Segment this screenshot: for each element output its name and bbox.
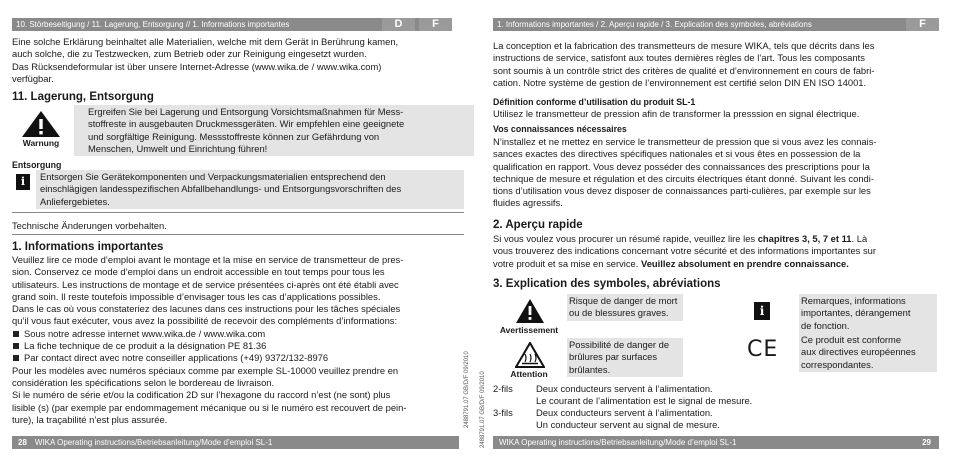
text-line: correspondantes. [801, 358, 874, 370]
section-3-title: 3. Explication des symboles, abréviations [493, 278, 721, 290]
text-line: ou de blessures graves. [569, 307, 669, 319]
text-line: ture), la traçabilité n’est plus assurée. [12, 413, 168, 425]
knowledge-title: Vos connaissances nécessaires [493, 124, 627, 134]
text-line: Ce produit est conforme [801, 334, 902, 345]
info-icon: i [16, 174, 30, 190]
text-span: . Là [851, 233, 868, 244]
page-number: 29 [922, 438, 931, 447]
wire-label-2: 2-fils [493, 383, 513, 394]
text-line: utilisateurs. Les instructions de montage et de service présentées ci-après ont été établi avec [12, 278, 399, 290]
text-line: Anliefergebietes. [40, 195, 110, 207]
section-2-title: 2. Aperçu rapide [493, 219, 583, 231]
right-footer-bar [493, 436, 939, 449]
text-line: qu’il vous faut exécuter, vous avez la possibilité de recevoir des compléments d’informations: [12, 315, 398, 327]
ce-text-box [799, 333, 937, 372]
left-footer-bar [12, 436, 459, 449]
section-1-title: 1. Informations importantes [12, 241, 164, 253]
language-tag-f: F [906, 18, 939, 31]
wire-label-3: 3-fils [493, 407, 513, 418]
text-line: grand soin. Il reste toutefois impossible d’envisager tous les cas d’applications possibles. [12, 290, 381, 302]
text-line: Un conducteur servent au signal de mesure. [536, 419, 720, 431]
intended-use-title: Définition conforme d’utilisation du produit SL-1 [493, 97, 696, 107]
side-document-code: 2488791.07 GB/D/F 09/2010 [480, 371, 486, 448]
attention-text-box [567, 338, 683, 377]
text-line: einschlägigen landesspezifischen Abfallbehandlungs- und Entsorgungsvorschriften des [40, 183, 402, 195]
text-line: Pour les modèles avec numéros spéciaux comme par exemple SL-10000 veuillez prendre en [12, 364, 399, 376]
text-line: Entsorgen Sie Gerätekomponenten und Verpackungsmaterialien entsprechend den [40, 171, 386, 182]
left-header-text: 10. Störbeseitigung / 11. Lagerung, Entsorgung // 1. Informations importantes [16, 20, 290, 29]
return-form-paragraph [12, 36, 467, 85]
wire-description-2 [536, 383, 752, 408]
text-line: Remarques, informations [801, 295, 906, 306]
intended-use-text: Utilisez le transmetteur de pression afin de transformer la presssion en signal électrique. [493, 108, 860, 119]
info-icon: i [754, 302, 770, 320]
text-line: auch solche, die zu Testzwecken, zum Betrieb oder zur Reinigung eingesetzt wurden. [12, 48, 367, 60]
section-11-title: 11. Lagerung, Entsorgung [12, 91, 154, 103]
list-item: La fiche technique de ce produit a la désignation PE 81.36 [12, 340, 467, 352]
text-span: votre produit et sa mise en service. [493, 257, 641, 269]
footer-text: WIKA Operating instructions/Betriebsanleitung/Mode d’emploi SL-1 [499, 438, 737, 447]
ce-mark-icon: CE [747, 337, 779, 362]
text-line: Das Rücksendeformular ist über unsere Internet-Adresse (www.wika.de / www.wika.com) [12, 60, 382, 72]
section-1-body [12, 254, 467, 426]
warning-text-box [74, 105, 474, 156]
list-item: Par contact direct avec notre conseiller applications (+49) 9372/132-8976 [12, 352, 467, 364]
text-line: stoffreste in ausgebauten Druckmessgeräten. Wir empfehlen eine geeignete [88, 118, 405, 130]
text-line: sances exactes des directives spécifiques nationales et si vous êtes en possession de la [493, 148, 861, 160]
read-notice-emphasis: Veuillez absolument en prendre connaissance. [640, 257, 849, 269]
left-header-bar [12, 18, 452, 31]
hot-surface-icon [515, 342, 545, 368]
warning-triangle-icon [21, 110, 61, 138]
text-line: Eine solche Erklärung beinhaltet alle Materialien, welche mit dem Gerät in Berührung kamen, [12, 36, 399, 47]
text-line: importantes, dérangement [801, 307, 911, 319]
text-line: Dans le cas où vous constateriez des lacunes dans ces instructions pour les tâches spéciales [12, 303, 401, 315]
avertissement-label: Avertissement [499, 325, 559, 335]
language-tag-f: F [419, 18, 452, 31]
right-header-text: 1. Informations importantes / 2. Aperçu rapide / 3. Explication des symboles, abréviations [497, 20, 812, 29]
text-line: N’installez et ne mettez en service le transmetteur de pression que si vous avez les connais- [493, 136, 877, 147]
disposal-title: Entsorgung [12, 160, 62, 170]
avertissement-symbol [491, 296, 567, 338]
chapters-emphasis: chapitres 3, 5, 7 et 11 [757, 233, 852, 244]
text-line: brûlantes. [569, 363, 611, 375]
attention-symbol [491, 340, 567, 380]
knowledge-paragraph [493, 136, 943, 210]
text-line: fluides agressifs. [493, 197, 563, 209]
text-line: Menschen, Umwelt und Einrichtung führen! [88, 142, 268, 154]
section-2-body [493, 233, 943, 270]
right-page [477, 0, 954, 471]
text-line: La conception et la fabrication des transmetteurs de mesure WIKA, tels que décrits dans les [493, 40, 875, 51]
text-line: Veuillez lire ce mode d’emploi avant le montage et la mise en service de transmetteur de pres- [12, 254, 404, 265]
text-line: sont soumis à un contrôle strict des critères de qualité et d’environnement en cours de fabri- [493, 64, 875, 76]
text-line: verfügbar. [12, 72, 54, 84]
disposal-text-box [36, 170, 464, 209]
text-line: cation. Notre système de gestion de l’environnement est certifié selon DIN EN ISO 14001. [493, 76, 867, 88]
right-header-bar [493, 18, 939, 31]
text-line: technique de mesure et régulation et des circuits électriques étant donné. Suivant les condi- [493, 172, 874, 184]
text-line: Si le numéro de série et/ou la codification 2D sur l’hexagone du raccord n’est (ne sont) plus [12, 389, 391, 401]
quality-paragraph [493, 40, 943, 89]
text-line: considération les spécifications selon le bordereau de livraison. [12, 376, 275, 388]
warning-symbol [12, 108, 70, 156]
text-line: instructions de service, satisfont aux toutes dernières règles de l’art. Tous les composants [493, 52, 865, 64]
text-line: Possibilité de danger de [569, 339, 670, 350]
text-line: aux directives européennes [801, 346, 916, 358]
technical-changes-note: Technische Änderungen vorbehalten. [12, 220, 167, 231]
text-line [493, 233, 943, 245]
wire-description-3 [536, 407, 720, 432]
text-line: Deux conducteurs servent à l’alimentation. [536, 407, 713, 418]
warning-label: Warnung [22, 138, 60, 148]
info-sources-list [12, 328, 467, 365]
text-line: vous trouverez des indications concernant votre sécurité et des informations importantes sur [493, 245, 877, 257]
info-text-box [799, 294, 937, 333]
attention-label: Attention [510, 369, 548, 379]
text-line: und sorgfältige Reinigung. Messstoffreste können zur Gefährdung von [88, 130, 380, 142]
text-line: Le courant de l’alimentation est le signal de mesure. [536, 395, 753, 407]
text-line [493, 258, 943, 270]
language-tag-d: D [382, 18, 415, 31]
side-document-code: 2488791.07 GB/D/F 09/2010 [464, 351, 470, 428]
text-line: lisible (s) (par exemple par endommagement mécanique ou si le numéro est recouvert de pein- [12, 401, 407, 413]
text-line: Ergreifen Sie bei Lagerung und Entsorgung Vorsichtsmaßnahmen für Mess- [88, 106, 404, 117]
text-line: tions d’utilisation vous devez disposer de connaissances parti-culières, par exemple sur les [493, 185, 871, 197]
page-number: 28 [18, 438, 27, 447]
divider [12, 212, 464, 213]
list-item: Sous notre adresse internet www.wika.de / www.wika.com [12, 328, 467, 340]
warning-triangle-icon [515, 298, 545, 324]
text-line: Deux conducteurs servent à l’alimentation. [536, 383, 713, 394]
footer-text: WIKA Operating instructions/Betriebsanleitung/Mode d’emploi SL-1 [34, 438, 273, 447]
text-line: Risque de danger de mort [569, 295, 678, 306]
text-line: sion. Conservez ce mode d’emploi dans un endroit accessible en tout temps pour tous les [12, 266, 385, 278]
text-line: de fonction. [801, 319, 850, 331]
text-span: Si vous voulez vous procurer un résumé rapide, veuillez lire les [493, 233, 758, 244]
text-line: brûlures par surfaces [569, 351, 658, 363]
avertissement-text-box [567, 294, 683, 321]
text-line: qualification en rapport. Vous devez posséder des connaissances des prescriptions pour la [493, 160, 870, 172]
divider [12, 234, 464, 235]
